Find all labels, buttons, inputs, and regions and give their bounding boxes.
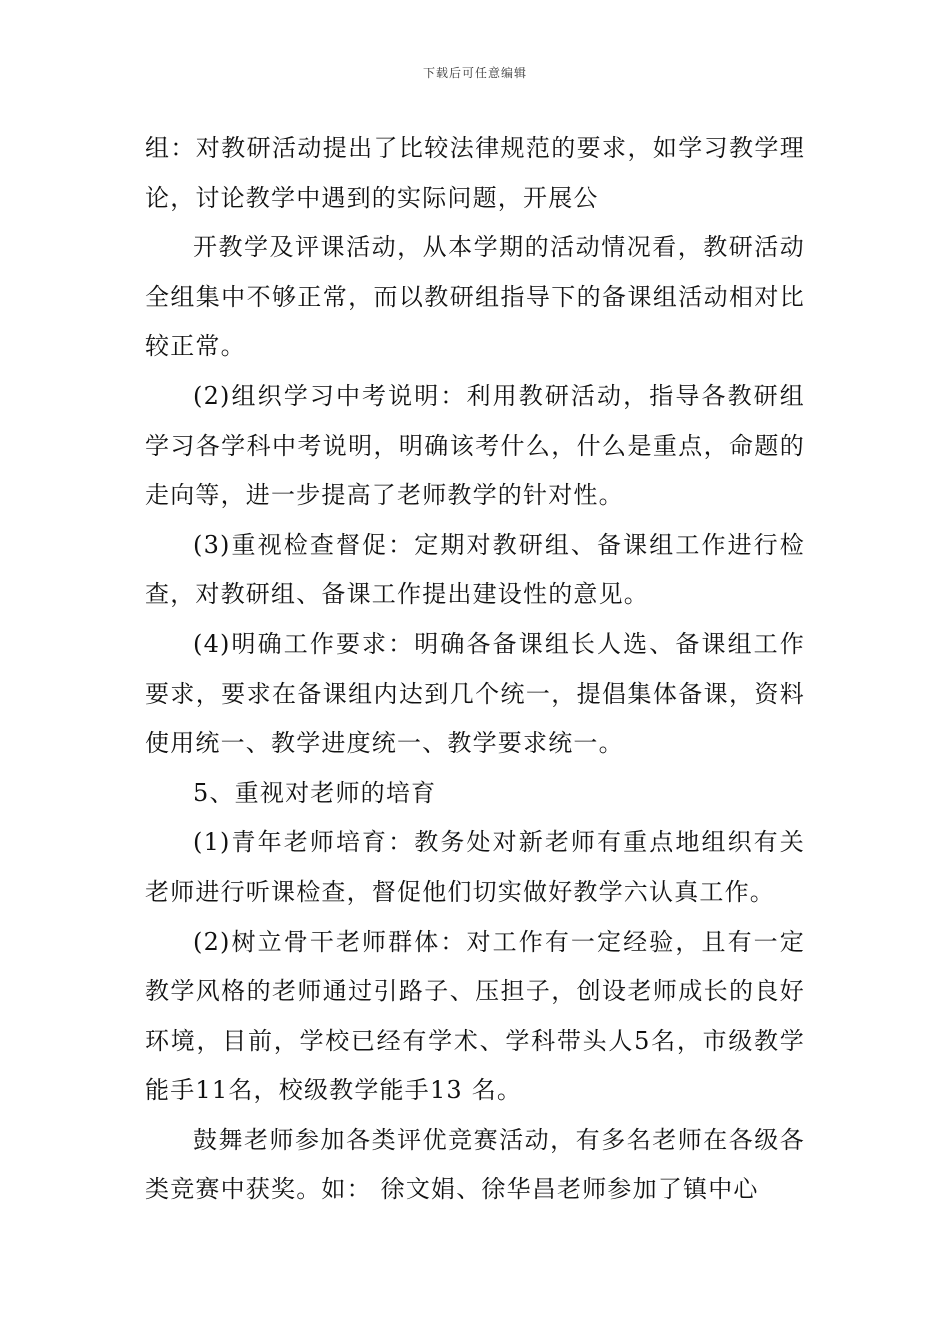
page-header-note: 下载后可任意编辑 bbox=[422, 66, 527, 80]
document-body bbox=[145, 124, 805, 1215]
paragraph-item-4: (4)明确工作要求：明确各备课组长人选、备课组工作要求，要求在备课组内达到几个统一，提倡集体备课，资料使用统一、教学进度统一、教学要求统一。 bbox=[145, 629, 805, 758]
paragraph-item-2b: (2)树立骨干老师群体：对工作有一定经验，且有一定教学风格的老师通过引路子、压担子，创设老师成长的良好环境，目前，学校已经有学术、学科带头人5名，市级教学能手11名，校级教学能手13 名。 bbox=[145, 927, 805, 1105]
paragraph: 鼓舞老师参加各类评优竞赛活动，有多名老师在各级各类竞赛中获奖。如： 徐文娟、徐华昌老师参加了镇中心 bbox=[145, 1125, 805, 1204]
section-heading: 5、重视对老师的培育 bbox=[193, 778, 437, 807]
paragraph-continuation: 组：对教研活动提出了比较法律规范的要求，如学习教学理论，讨论教学中遇到的实际问题，开展公 bbox=[145, 134, 805, 212]
paragraph: 开教学及评课活动，从本学期的活动情况看，教研活动全组集中不够正常，而以教研组指导下的备课组活动相对比较正常。 bbox=[145, 233, 805, 361]
paragraph-item-3: (3)重视检查督促：定期对教研组、备课组工作进行检查，对教研组、备课工作提出建设性的意见。 bbox=[145, 530, 805, 609]
paragraph-item-1: (1)青年老师培育：教务处对新老师有重点地组织有关老师进行听课检查，督促他们切实做好教学六认真工作。 bbox=[145, 828, 805, 906]
paragraph-item-2: (2)组织学习中考说明：利用教研活动，指导各教研组学习各学科中考说明，明确该考什么，什么是重点，命题的走向等，进一步提高了老师教学的针对性。 bbox=[145, 381, 805, 510]
